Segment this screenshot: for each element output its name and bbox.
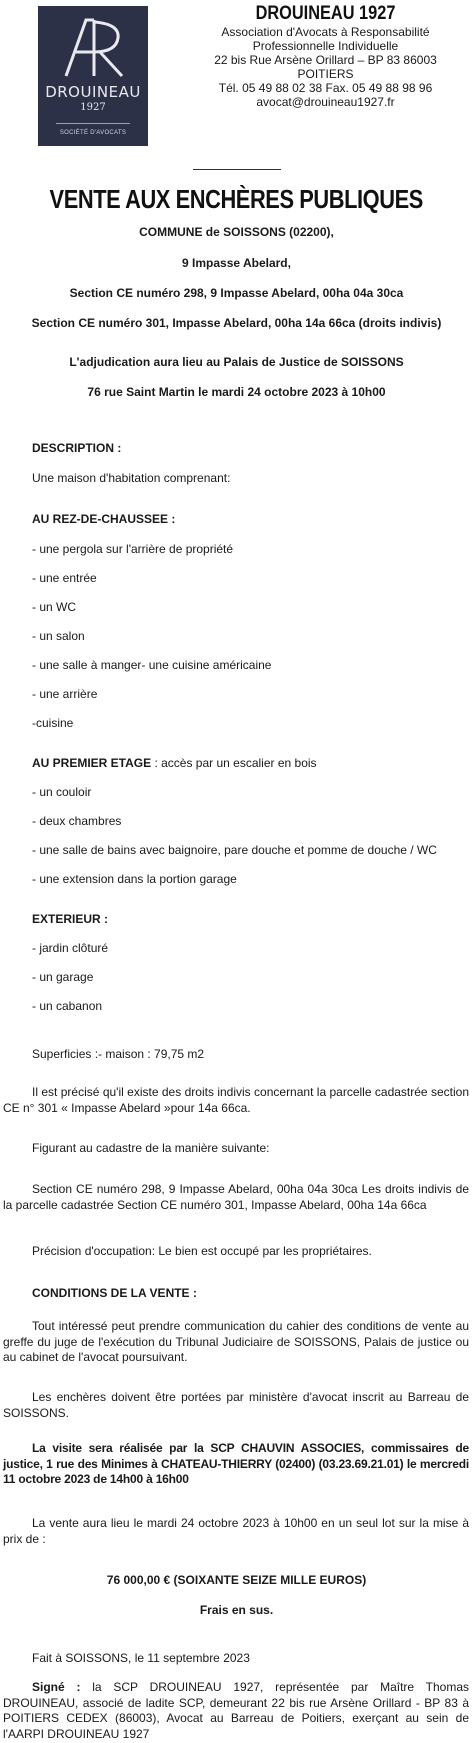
firm-line: Professionnelle Individuelle [252,39,399,53]
section-298: Section CE numéro 298, 9 Impasse Abelard, 00ha 04a 30ca [69,286,404,300]
figurant-paragraph: Figurant au cadastre de la manière suivante: [32,1141,270,1155]
list-item: - une salle de bains avec baignoire, pare douche et pomme de douche / WC [32,843,437,857]
list-item: - un garage [32,970,94,984]
list-item: - un salon [32,629,85,643]
logo-tagline: SOCIÉTÉ D'AVOCATS [59,130,127,136]
list-item: -cuisine [32,716,74,730]
fait-a: Fait à SOISSONS, le 11 septembre 2023 [32,1651,250,1665]
list-item: - un couloir [32,785,92,799]
logo-divider [56,123,130,124]
firm-logo [38,6,148,146]
conditions-paragraph: Tout intéressé peut prendre communication du cahier des conditions de vente au greffe du juge de l'exécution du Tribunal Judiciaire de SOISSONS, Palais de justice ou au cabinet de l'avocat poursuivant. [3,1319,469,1364]
superficies: Superficies :- maison : 79,75 m2 [32,1047,205,1061]
firm-name: DROUINEAU 1927 [255,3,396,24]
header-divider [193,169,281,170]
conditions-heading: CONDITIONS DE LA VENTE : [32,1286,197,1300]
logo-monogram-icon [38,6,148,146]
list-item: - une pergola sur l'arrière de propriété [32,542,234,556]
logo-name: DROUINEAU [45,83,141,101]
rdc-heading: AU REZ-DE-CHAUSSEE : [32,512,176,526]
barreau-paragraph: Les enchères doivent être portées par ministère d'avocat inscrit au Barreau de SOISSONS. [3,1390,469,1420]
sections-paragraph: Section CE numéro 298, 9 Impasse Abelard, 00ha 04a 30ca Les droits indivis de la parcelle cadastrée Section CE numéro 301, Impasse Abelard, 00ha 14a 66ca [3,1182,469,1212]
visite-paragraph: La visite sera réalisée par la SCP CHAUVIN ASSOCIES, commissaires de justice, 1 rue des Minimes à CHATEAU-THIERRY (02400) (03.23.69.21.01) le mercredi 11 octobre 2023 de 14h00 à 16h00 [3,1441,469,1486]
section-301: Section CE numéro 301, Impasse Abelard, 00ha 14a 66ca (droits indivis) [31,316,442,330]
adjudication-date: 76 rue Saint Martin le mardi 24 octobre 2023 à 10h00 [87,385,386,399]
list-item: - un cabanon [32,999,103,1013]
firm-line: POITIERS [297,67,354,81]
occupation-paragraph: Précision d'occupation: Le bien est occupé par les propriétaires. [32,1244,372,1258]
list-item: - une entrée [32,571,97,585]
signature-text: la SCP DROUINEAU 1927, représentée par Maître Thomas DROUINEAU, associé de ladite SCP, demeurant 22 bis rue Arsène Orillard - BP 83 à POITIERS CEDEX (86003), Avocat au Barreau de Poitiers, exerçant au sein de l'AARPI DROUINEAU 1927 [3,1680,469,1741]
address: 9 Impasse Abelard, [182,256,291,270]
etage-line [32,756,468,770]
signature-label: Signé : [32,1680,81,1694]
mise-a-prix: 76 000,00 € (SOIXANTE SEIZE MILLE EUROS) [106,1573,367,1587]
list-item: - un WC [32,600,77,614]
indivis-paragraph: Il est précisé qu'il existe des droits indivis concernant la parcelle cadastrée section CE n° 301 « Impasse Abelard »pour 14a 66ca. [3,1085,469,1115]
description-intro: Une maison d'habitation comprenant: [32,471,231,485]
etage-heading: AU PREMIER ETAGE [32,756,152,770]
ext-heading: EXTERIEUR : [32,912,109,926]
firm-header [183,3,468,109]
firm-line: 22 bis Rue Arsène Orillard – BP 83 86003 [214,53,437,67]
firm-line: Association d'Avocats à Responsabilité [221,25,430,39]
logo-year: 1927 [80,102,106,113]
frais: Frais en sus. [199,1603,274,1617]
commune: COMMUNE de SOISSONS (02200), [139,225,334,239]
list-item: - une salle à manger- une cuisine américaine [32,658,272,672]
list-item: - une extension dans la portion garage [32,872,237,886]
etage-text: : accès par un escalier en bois [151,756,317,770]
signature-paragraph [3,1680,469,1742]
firm-email[interactable]: avocat@drouineau1927.fr [256,95,395,109]
adjudication-place: L'adjudication aura lieu au Palais de Justice de SOISSONS [69,355,404,369]
description-heading: DESCRIPTION : [32,441,122,455]
list-item: - jardin clôturé [32,941,109,955]
document-title: VENTE AUX ENCHÈRES PUBLIQUES [49,184,424,214]
list-item: - une arrière [32,687,98,701]
list-item: - deux chambres [32,814,122,828]
vente-paragraph: La vente aura lieu le mardi 24 octobre 2023 à 10h00 en un seul lot sur la mise à prix de : [3,1516,469,1546]
firm-line: Tél. 05 49 88 02 38 Fax. 05 49 88 98 96 [218,81,433,95]
